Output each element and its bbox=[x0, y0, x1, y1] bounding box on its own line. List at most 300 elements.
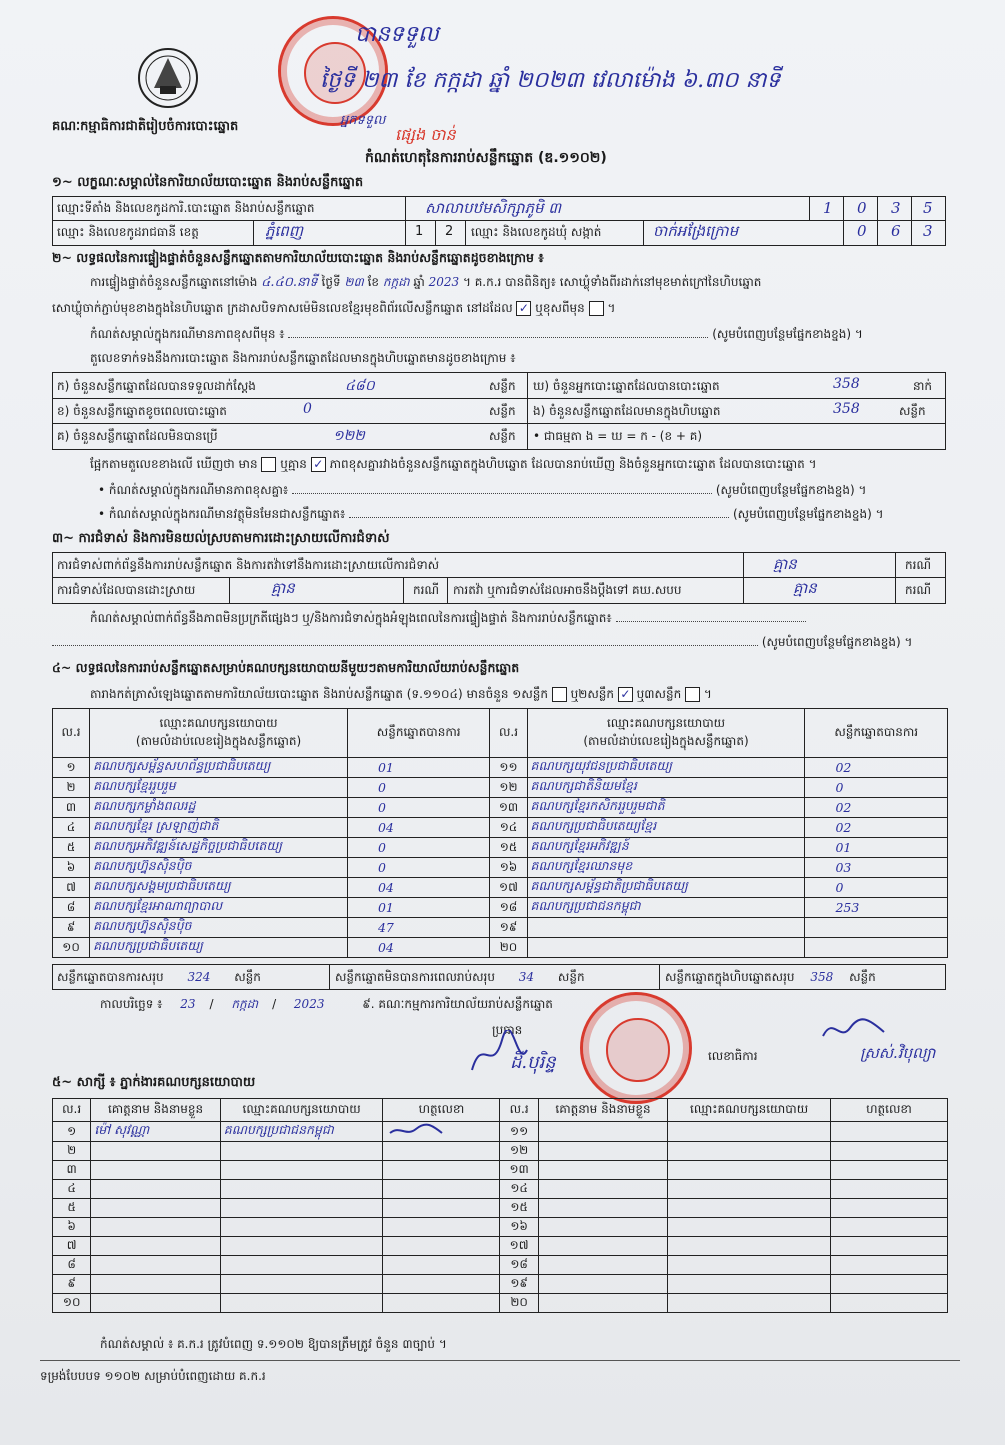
witness-row bbox=[53, 1256, 948, 1275]
commune-code-3: 3 bbox=[923, 222, 933, 240]
total-invalid-unit: សន្លឹក bbox=[557, 970, 585, 984]
committee-stamp-icon bbox=[580, 992, 692, 1104]
results-row bbox=[53, 918, 948, 938]
witness-party bbox=[220, 1218, 383, 1237]
witness-signature bbox=[830, 1180, 947, 1199]
figure-e-value: 358 bbox=[833, 401, 860, 417]
witness-signature bbox=[383, 1256, 500, 1275]
witness-name bbox=[91, 1294, 220, 1313]
party-name: គណបក្សខ្មែរ ស្រឡាញ់ជាតិ bbox=[90, 818, 348, 838]
foreign-object-note bbox=[98, 506, 884, 524]
verification-time: ៤.៤០.នាទី bbox=[261, 275, 318, 290]
irregularity-line-2 bbox=[52, 634, 912, 652]
party-no: ១៩ bbox=[490, 918, 527, 938]
witness-party bbox=[668, 1256, 831, 1275]
party-name: គណបក្សខ្មែរអភិវឌ្ឍន៍ bbox=[527, 838, 805, 858]
witness-name bbox=[91, 1161, 220, 1180]
compare-text: ភាពខុសគ្នារវាងចំនួនសន្លឹកឆ្នោតក្នុងហិបឆ្នោត ដែលបានរាប់ឃើញ និងចំនួនអ្នកបោះឆ្នោត ដែលបានបោះឆ្នោត ។ bbox=[329, 457, 817, 471]
witness-party bbox=[220, 1180, 383, 1199]
witness-name bbox=[538, 1199, 667, 1218]
commune-value: ចាក់អង្រែក្រោម bbox=[653, 222, 739, 240]
secretary-label: លេខាធិការ bbox=[708, 1049, 758, 1063]
result-date: កាលបរិច្ឆេទ ៖ 23 / កក្កដា / 2023 ៩. គណៈកម្មការការិយាល័យរាប់សន្លឹកឆ្នោត bbox=[100, 997, 553, 1011]
witness-no: ១៥ bbox=[500, 1199, 538, 1218]
section2-heading: ២~ លទ្ធផលនៃការផ្ទៀងផ្ទាត់ចំនួនសន្លឹកឆ្នោតតាមការិយាល័យបោះឆ្នោត និងរាប់សន្លឹកឆ្នោតដូចខាងក្រោម ៖ bbox=[52, 250, 544, 265]
complaints-table bbox=[52, 552, 946, 604]
witness-no: ៥ bbox=[53, 1199, 91, 1218]
witness-name: ម៉ៅ សុវណ្ណា bbox=[91, 1122, 220, 1142]
secretary-name: ស្រស់.វិបុល្យា bbox=[860, 1044, 936, 1062]
witness-name bbox=[538, 1275, 667, 1294]
witness-name bbox=[91, 1142, 220, 1161]
witness-signature-icon bbox=[386, 1123, 446, 1137]
party-votes: 04 bbox=[347, 878, 489, 898]
witness-row bbox=[53, 1122, 948, 1142]
year-label: ឆ្នាំ bbox=[413, 275, 425, 289]
party-name bbox=[527, 918, 805, 938]
results-row bbox=[53, 758, 948, 778]
witness-name bbox=[538, 1180, 667, 1199]
witness-name bbox=[91, 1199, 220, 1218]
province-code-2: 2 bbox=[445, 224, 454, 239]
results-col-party-title: ឈ្មោះគណបក្សនយោបាយ bbox=[159, 716, 278, 730]
results-col-party-title-2: ឈ្មោះគណបក្សនយោបាយ bbox=[606, 716, 726, 730]
figure-e-label: ង) ចំនួនសន្លឹកឆ្នោតដែលមានក្នុងហិបឆ្នោត bbox=[533, 404, 721, 418]
difference-no-checkbox[interactable]: ✓ bbox=[311, 457, 326, 472]
figure-d-value: 358 bbox=[833, 376, 860, 392]
total-valid-value: 324 bbox=[187, 970, 211, 984]
party-name: គណបក្សខ្មែររួបរួម bbox=[90, 778, 348, 798]
figure-b-label: ខ) ចំនួនសន្លឹកឆ្នោតខូចពេលបោះឆ្នោត bbox=[57, 404, 227, 418]
commune-code-1: 0 bbox=[857, 222, 867, 240]
appeal-value: គ្មាន bbox=[793, 579, 817, 597]
resolved-label: ការជំទាស់ដែលបានដោះស្រាយ bbox=[57, 583, 196, 597]
section4-heading: ៤~ លទ្ធផលនៃការរាប់សន្លឹកឆ្នោតសម្រាប់គណបក្សនយោបាយនីមួយៗតាមការិយាល័យរាប់សន្លឹកឆ្នោត bbox=[52, 660, 520, 675]
irregularity-label: កំណត់សម្គាល់ពាក់ព័ន្ធនឹងភាពមិនប្រក្រតីផ្សេងៗ ឬ/និងការជំទាស់ក្នុងអំឡុងពេលនៃការផ្ទៀងផ្ទាត់ និងការរាប់សន្លឹកឆ្នោត៖ bbox=[90, 611, 612, 625]
polling-code-3: 3 bbox=[891, 199, 901, 217]
changed-label: ឬខុសពីមុន bbox=[535, 301, 585, 315]
witness-party bbox=[668, 1294, 831, 1313]
total-invalid-label: សន្លឹកឆ្នោតមិនបានការពេលរាប់សរុប bbox=[335, 970, 495, 984]
difference-note-2-label: • កំណត់សម្គាល់ក្នុងករណីមានភាពខុសគ្នា៖ bbox=[98, 483, 289, 497]
party-votes: 01 bbox=[347, 758, 489, 778]
totals-row bbox=[52, 964, 946, 990]
results-col-votes: សន្លឹកឆ្នោតបានការ bbox=[347, 709, 489, 758]
party-name: គណបក្សខ្មែរឈានមុខ bbox=[527, 858, 805, 878]
party-name: គណបក្សប្រជាធិបតេយ្យខ្មែរ bbox=[527, 818, 805, 838]
party-name: គណបក្សជាតិនិយមខ្មែរ bbox=[527, 778, 805, 798]
figure-c-unit: សន្លឹក bbox=[489, 429, 516, 443]
two-sheet-label: ឬ២សន្លឹក bbox=[570, 687, 615, 701]
results-row bbox=[53, 838, 948, 858]
party-votes bbox=[805, 938, 948, 958]
witness-party bbox=[668, 1122, 831, 1142]
received-by: អ្នកទទួល bbox=[340, 113, 386, 128]
witness-no: ៦ bbox=[53, 1218, 91, 1237]
results-table bbox=[52, 708, 948, 958]
total-box-unit: សន្លឹក bbox=[849, 970, 876, 984]
party-no: ១១ bbox=[490, 758, 527, 778]
party-votes bbox=[805, 918, 948, 938]
witness-signature bbox=[830, 1142, 947, 1161]
party-name: គណបក្សសង្គមប្រជាធិបតេយ្យ bbox=[90, 878, 348, 898]
party-votes: 0 bbox=[347, 858, 489, 878]
three-sheet-checkbox[interactable] bbox=[685, 687, 700, 702]
fill-note-3: (សូមបំពេញបន្ថែមផ្នែកខាងខ្នង) ។ bbox=[732, 507, 884, 521]
figure-b-unit: សន្លឹក bbox=[489, 404, 516, 418]
party-no: ៤ bbox=[53, 818, 90, 838]
witness-col-party: ឈ្មោះគណបក្សនយោបាយ bbox=[220, 1099, 383, 1122]
resolved-value: គ្មាន bbox=[271, 579, 295, 597]
party-name: គណបក្សយុវជនប្រជាធិបតេយ្យ bbox=[527, 758, 805, 778]
witness-signature bbox=[830, 1218, 947, 1237]
party-no: ៩ bbox=[53, 918, 90, 938]
received-note: បានទទួល bbox=[355, 22, 439, 47]
month-label: ខែ bbox=[367, 275, 379, 289]
witness-signature bbox=[383, 1199, 500, 1218]
party-name: គណបក្សខ្មែរអាណាព្យាបាល bbox=[90, 898, 348, 918]
witness-col-name-2: គោត្តនាម និងនាមខ្លួន bbox=[538, 1099, 667, 1122]
party-no: ១៧ bbox=[490, 878, 527, 898]
appeal-label: ការតវ៉ា ឬការជំទាស់ដែលអាចនឹងប្តឹងទៅ គឃ.សបប bbox=[453, 583, 682, 597]
witness-col-sign-2: ហត្ថលេខា bbox=[830, 1099, 947, 1122]
results-col-party-2 bbox=[527, 709, 805, 758]
results-col-votes-2: សន្លឹកឆ្នោតបានការ bbox=[805, 709, 948, 758]
witness-signature bbox=[383, 1161, 500, 1180]
results-col-no: ល.រ bbox=[53, 709, 90, 758]
nec-emblem-icon bbox=[136, 44, 200, 112]
chair-label: ប្រធាន bbox=[492, 1023, 523, 1037]
difference-yes-checkbox[interactable] bbox=[261, 457, 276, 472]
witness-name bbox=[538, 1256, 667, 1275]
witness-party bbox=[668, 1275, 831, 1294]
witness-party bbox=[220, 1142, 383, 1161]
result-date-month: កក្កដា bbox=[231, 997, 259, 1011]
figure-a-unit: សន្លឹក bbox=[489, 379, 516, 393]
form-footer: ទម្រង់បែបបទ ១១០២ សម្រាប់បំពេញដោយ គ.ក.រ bbox=[40, 1369, 266, 1383]
party-no: ៥ bbox=[53, 838, 90, 858]
footnote: កំណត់សម្គាល់ ៖ គ.ក.រ ត្រូវបំពេញ ទ.១១០២ ឱ្យបានត្រឹមត្រូវ ចំនួន ៣ច្បាប់ ។ bbox=[100, 1337, 447, 1351]
witness-signature bbox=[830, 1122, 947, 1142]
witness-row bbox=[53, 1142, 948, 1161]
party-no: ៦ bbox=[53, 858, 90, 878]
witness-signature bbox=[383, 1218, 500, 1237]
witness-row bbox=[53, 1275, 948, 1294]
party-no: ៨ bbox=[53, 898, 90, 918]
section1-heading: ១~ លក្ខណៈសម្គាល់នៃការិយាល័យបោះឆ្នោត និងរាប់សន្លឹកឆ្នោត bbox=[52, 175, 364, 190]
fill-note-4: (សូមបំពេញបន្ថែមផ្នែកខាងខ្នង) ។ bbox=[761, 635, 913, 649]
total-box bbox=[665, 969, 876, 987]
witness-no: ១២ bbox=[500, 1142, 538, 1161]
results-col-party-sub: (តាមលំដាប់លេខរៀងក្នុងសន្លឹកឆ្នោត) bbox=[135, 734, 302, 748]
polling-code-2: 0 bbox=[857, 199, 867, 217]
formula-note: • ជាធម្មតា ង = ឃ = ក - (ខ + គ) bbox=[533, 429, 703, 443]
results-row bbox=[53, 898, 948, 918]
verification-line bbox=[90, 274, 761, 293]
witness-no: ១៦ bbox=[500, 1218, 538, 1237]
witness-no: ១៨ bbox=[500, 1256, 538, 1275]
witness-no: ២ bbox=[53, 1142, 91, 1161]
witness-col-name: គោត្តនាម និងនាមខ្លួន bbox=[91, 1099, 220, 1122]
secretary-signature-icon bbox=[818, 1014, 888, 1044]
witness-party bbox=[668, 1199, 831, 1218]
party-votes: 02 bbox=[805, 818, 948, 838]
figures-intro: តួលេខទាក់ទងនឹងការបោះឆ្នោត និងការរាប់សន្លឹកឆ្នោតដែលមានក្នុងហិបឆ្នោតមានដូចខាងក្រោម ៖ bbox=[90, 351, 516, 365]
witness-no: ១ bbox=[53, 1122, 91, 1142]
party-votes: 0 bbox=[347, 798, 489, 818]
party-name: គណបក្សសម្ព័ន្ធជាតិប្រជាធិបតេយ្យ bbox=[527, 878, 805, 898]
results-row bbox=[53, 878, 948, 898]
results-row bbox=[53, 938, 948, 958]
fill-note-2: (សូមបំពេញបន្ថែមផ្នែកខាងខ្នង) ។ bbox=[715, 483, 867, 497]
party-no: ២ bbox=[53, 778, 90, 798]
party-votes: 253 bbox=[805, 898, 948, 918]
two-sheet-checkbox[interactable]: ✓ bbox=[618, 687, 633, 702]
appeal-unit: ករណី bbox=[905, 583, 932, 597]
verification-day: ២៣ bbox=[344, 275, 364, 289]
complaints-unit: ករណី bbox=[905, 558, 932, 572]
party-no: ១៥ bbox=[490, 838, 527, 858]
chair-signature-icon bbox=[462, 1030, 532, 1078]
witness-name bbox=[538, 1237, 667, 1256]
witness-signature bbox=[830, 1237, 947, 1256]
witness-party bbox=[668, 1161, 831, 1180]
compare-no-label: ឬគ្មាន bbox=[280, 457, 307, 471]
verification-month: កក្កដា bbox=[382, 275, 410, 289]
polling-code-1: 1 bbox=[823, 199, 833, 217]
witness-name bbox=[538, 1218, 667, 1237]
party-votes: 0 bbox=[805, 878, 948, 898]
day-label: ថ្ងៃទី bbox=[321, 275, 341, 289]
witness-no: ៨ bbox=[53, 1256, 91, 1275]
party-votes: 0 bbox=[347, 778, 489, 798]
party-name: គណបក្សកម្លាំងពលរដ្ឋ bbox=[90, 798, 348, 818]
witness-signature bbox=[830, 1161, 947, 1180]
party-votes: 0 bbox=[347, 838, 489, 858]
results-col-party-sub-2: (តាមលំដាប់លេខរៀងក្នុងសន្លឹកឆ្នោត) bbox=[583, 734, 749, 748]
party-votes: 03 bbox=[805, 858, 948, 878]
one-sheet-checkbox[interactable] bbox=[552, 687, 567, 702]
witness-name bbox=[91, 1180, 220, 1199]
party-votes: 02 bbox=[805, 758, 948, 778]
witness-party bbox=[668, 1218, 831, 1237]
party-no: ១២ bbox=[490, 778, 527, 798]
party-no: ១០ bbox=[53, 938, 90, 958]
complaints-value: គ្មាន bbox=[773, 555, 797, 573]
witness-signature bbox=[830, 1256, 947, 1275]
result-date-year: 2023 bbox=[293, 997, 325, 1011]
party-votes: 02 bbox=[805, 798, 948, 818]
irregularity-note bbox=[90, 610, 806, 628]
witness-no: ៩ bbox=[53, 1275, 91, 1294]
figure-e-unit: សន្លឹក bbox=[899, 404, 926, 418]
witness-no: ១៩ bbox=[500, 1275, 538, 1294]
witness-col-sign: ហត្ថលេខា bbox=[383, 1099, 500, 1122]
committee-sign-label: ៩. គណៈកម្មការការិយាល័យរាប់សន្លឹកឆ្នោត bbox=[362, 997, 553, 1011]
party-no: ១៣ bbox=[490, 798, 527, 818]
polling-station-label: ឈ្មោះទីតាំង និងលេខកូដការិ.បោះឆ្នោត និងរាប់សន្លឹកឆ្នោត bbox=[57, 201, 315, 215]
witness-row bbox=[53, 1294, 948, 1313]
results-col-party bbox=[90, 709, 348, 758]
party-name: គណបក្សសម្ព័ន្ធសហព័ន្ធប្រជាធិបតេយ្យ bbox=[90, 758, 348, 778]
committee-name: គណៈកម្មាធិការជាតិរៀបចំការបោះឆ្នោត bbox=[52, 119, 239, 134]
compare-line bbox=[90, 456, 817, 474]
difference-note-line bbox=[90, 326, 863, 344]
witness-party bbox=[220, 1199, 383, 1218]
complaints-label: ការជំទាស់ពាក់ព័ន្ធនឹងការរាប់សន្លឹកឆ្នោត និងការតវ៉ាទៅនឹងការដោះស្រាយលើការជំទាស់ bbox=[57, 558, 440, 572]
seal-line: សោឃ្លុំចាក់ភ្ជាប់មុខខាងក្នុងនៃហិបឆ្នោត ក្រដាសបិទភាសម៉េមិនលេខខ្មែរមុខពិព័រលើសន្លឹកឆ្នោត នៅដដែល ✓ ឬខុសពីមុន ។ bbox=[52, 301, 616, 315]
figure-b-value: 0 bbox=[303, 401, 312, 417]
party-no: ១៤ bbox=[490, 818, 527, 838]
witness-row bbox=[53, 1237, 948, 1256]
witness-signature bbox=[383, 1180, 500, 1199]
witness-party bbox=[220, 1275, 383, 1294]
tally-sheet-line: តារាងកត់ត្រាសំឡេងឆ្នោតតាមការិយាល័យបោះឆ្នោត និងរាប់សន្លឹកឆ្នោត (ទ.១១០៤) មានចំនួន ១សន្លឹក ឬ២សន្លឹក ✓ ឬ៣សន្លឹក ។ bbox=[90, 687, 712, 701]
province-label: ឈ្មោះ និងលេខកូដរាជធានី ខេត្ត bbox=[57, 225, 199, 239]
party-name bbox=[527, 938, 805, 958]
compare-yes-label: ផ្អែកតាមតួលេខខាងលើ ឃើញថា មាន bbox=[90, 457, 258, 471]
witness-table bbox=[52, 1098, 948, 1313]
receiver-name: ផ្សេង ចាន់ bbox=[395, 125, 456, 144]
results-col-no-2: ល.រ bbox=[490, 709, 527, 758]
difference-note-label: កំណត់សម្គាល់ក្នុងករណីមានភាពខុសពីមុន ៖ bbox=[90, 327, 285, 341]
seal-text: សោឃ្លុំចាក់ភ្ជាប់មុខខាងក្នុងនៃហិបឆ្នោត ក្រដាសបិទភាសម៉េមិនលេខខ្មែរមុខពិព័រលើសន្លឹកឆ្នោត នៅដដែល bbox=[52, 301, 513, 315]
witness-col-no-2: ល.រ bbox=[500, 1099, 538, 1122]
section5-heading: ៥~ សាក្សី ៖ ភ្នាក់ងារគណបក្សនយោបាយ bbox=[52, 1075, 256, 1090]
results-row bbox=[53, 818, 948, 838]
witness-no: ១៤ bbox=[500, 1180, 538, 1199]
witness-col-party-2: ឈ្មោះគណបក្សនយោបាយ bbox=[668, 1099, 831, 1122]
figure-d-unit: នាក់ bbox=[913, 379, 933, 393]
total-invalid-value: 34 bbox=[518, 970, 535, 984]
party-votes: 47 bbox=[347, 918, 489, 938]
changed-checkbox[interactable] bbox=[589, 301, 604, 316]
polling-code-4: 5 bbox=[923, 199, 933, 217]
figures-table bbox=[52, 372, 946, 450]
unchanged-checkbox[interactable]: ✓ bbox=[516, 301, 531, 316]
witness-party bbox=[220, 1237, 383, 1256]
verification-text: ការផ្ទៀងផ្ទាត់ចំនួនសន្លឹកឆ្នោតនៅម៉ោង bbox=[90, 275, 258, 289]
witness-no: ២០ bbox=[500, 1294, 538, 1313]
section1-box bbox=[52, 196, 946, 246]
witness-name bbox=[538, 1161, 667, 1180]
party-votes: 04 bbox=[347, 938, 489, 958]
polling-station-value: សាលាបឋមសិក្សាភូមិ ៣ bbox=[425, 199, 562, 217]
witness-no: ៧ bbox=[53, 1237, 91, 1256]
result-date-day: 23 bbox=[180, 997, 196, 1011]
party-votes: 01 bbox=[347, 898, 489, 918]
witness-col-no: ល.រ bbox=[53, 1099, 91, 1122]
party-name: គណបក្សខ្មែរកសិកររួបរួមជាតិ bbox=[527, 798, 805, 818]
party-no: ៣ bbox=[53, 798, 90, 818]
witness-row bbox=[53, 1199, 948, 1218]
witness-party bbox=[668, 1180, 831, 1199]
party-votes: 0 bbox=[805, 778, 948, 798]
three-sheet-label: ឬ៣សន្លឹក bbox=[636, 687, 682, 701]
total-invalid bbox=[335, 969, 585, 987]
witness-signature bbox=[830, 1275, 947, 1294]
result-date-label: កាលបរិច្ឆេទ ៖ bbox=[100, 997, 163, 1011]
party-no: ១៦ bbox=[490, 858, 527, 878]
results-row bbox=[53, 798, 948, 818]
witness-party bbox=[220, 1161, 383, 1180]
witness-party bbox=[220, 1256, 383, 1275]
province-code-1: 1 bbox=[415, 224, 424, 239]
total-valid-label: សន្លឹកឆ្នោតបានការសរុប bbox=[57, 970, 164, 984]
party-name: គណបក្សអភិវឌ្ឍន៍សេដ្ឋកិច្ចប្រជាធិបតេយ្យ bbox=[90, 838, 348, 858]
witness-party bbox=[220, 1294, 383, 1313]
witness-no: ១០ bbox=[53, 1294, 91, 1313]
foreign-object-label: • កំណត់សម្គាល់ក្នុងករណីមានវត្ថុមិនមែនជាសន្លឹកឆ្នោត៖ bbox=[98, 507, 346, 521]
tally-sheet-text: តារាងកត់ត្រាសំឡេងឆ្នោតតាមការិយាល័យបោះឆ្នោត និងរាប់សន្លឹកឆ្នោត (ទ.១១០៤) មានចំនួន ១សន្លឹក bbox=[90, 687, 548, 701]
party-no: ២០ bbox=[490, 938, 527, 958]
witness-no: ៤ bbox=[53, 1180, 91, 1199]
verification-year: 2023 bbox=[428, 275, 460, 289]
party-no: ១៨ bbox=[490, 898, 527, 918]
witness-name bbox=[91, 1237, 220, 1256]
total-box-label: សន្លឹកឆ្នោតក្នុងហិបឆ្នោតសរុប bbox=[665, 970, 795, 984]
witness-signature bbox=[383, 1275, 500, 1294]
witness-name bbox=[538, 1294, 667, 1313]
results-row bbox=[53, 858, 948, 878]
witness-no: ១៧ bbox=[500, 1237, 538, 1256]
witness-no: ១៣ bbox=[500, 1161, 538, 1180]
witness-no: ១១ bbox=[500, 1122, 538, 1142]
total-valid bbox=[57, 969, 261, 987]
fill-note-1: (សូមបំពេញបន្ថែមផ្នែកខាងខ្នង) ។ bbox=[712, 327, 863, 341]
witness-party: គណបក្សប្រជាជនកម្ពុជា bbox=[220, 1122, 383, 1142]
form-title: កំណត់ហេតុនៃការរាប់សន្លឹកឆ្នោត (ឌ.១១០២) bbox=[365, 150, 607, 166]
witness-party bbox=[668, 1237, 831, 1256]
party-votes: 01 bbox=[805, 838, 948, 858]
province-value: ភ្នំពេញ bbox=[265, 222, 304, 240]
difference-note-2 bbox=[98, 482, 866, 500]
party-no: ១ bbox=[53, 758, 90, 778]
party-name: គណបក្សហ្វ៊ុនស៊ិនប៉ិច bbox=[90, 858, 348, 878]
figure-a-label: ក) ចំនួនសន្លឹកឆ្នោតដែលបានទទួលដាក់ស្តែង bbox=[57, 379, 256, 393]
witness-name bbox=[91, 1275, 220, 1294]
party-votes: 04 bbox=[347, 818, 489, 838]
witness-name bbox=[91, 1256, 220, 1275]
received-datetime: ថ្ងៃទី ២៣ ខែ កក្កដា ឆ្នាំ ២០២៣ វេលាម៉ោង ៦.៣០ នាទី bbox=[320, 68, 781, 93]
figure-a-value: ៤៨០ bbox=[345, 378, 375, 394]
party-name: គណបក្សហ្វ៊ុនស៊ិនប៉ិច bbox=[90, 918, 348, 938]
witness-row bbox=[53, 1218, 948, 1237]
commune-code-2: 6 bbox=[891, 222, 901, 240]
witness-no: ៣ bbox=[53, 1161, 91, 1180]
party-no: ៧ bbox=[53, 878, 90, 898]
party-name: គណបក្សប្រជាជនកម្ពុជា bbox=[527, 898, 805, 918]
section3-heading: ៣~ ការជំទាស់ និងការមិនយល់ស្របតាមការដោះស្រាយលើការជំទាស់ bbox=[52, 531, 390, 546]
witness-row bbox=[53, 1161, 948, 1180]
witness-name bbox=[538, 1142, 667, 1161]
witness-name bbox=[91, 1218, 220, 1237]
figure-d-label: ឃ) ចំនួនអ្នកបោះឆ្នោតដែលបានបោះឆ្នោត bbox=[533, 379, 720, 393]
total-valid-unit: សន្លឹក bbox=[234, 970, 261, 984]
witness-signature bbox=[383, 1294, 500, 1313]
witness-signature bbox=[830, 1294, 947, 1313]
witness-signature bbox=[383, 1122, 500, 1142]
commune-label: ឈ្មោះ និងលេខកូដឃុំ សង្កាត់ bbox=[471, 225, 602, 239]
witness-signature bbox=[830, 1199, 947, 1218]
total-box-value: 358 bbox=[810, 970, 834, 984]
verification-text-b: ។ គ.ក.រ បានពិនិត្យ៖ សោឃ្លុំទាំងពីរដាក់នៅមុខមាត់ក្រៅនៃហិបឆ្នោត bbox=[462, 275, 762, 289]
witness-party bbox=[668, 1142, 831, 1161]
figure-c-value: ១២២ bbox=[333, 428, 365, 444]
resolved-unit: ករណី bbox=[413, 583, 440, 597]
figure-c-label: គ) ចំនួនសន្លឹកឆ្នោតដែលមិនបានប្រើ bbox=[57, 429, 218, 443]
witness-signature bbox=[383, 1142, 500, 1161]
